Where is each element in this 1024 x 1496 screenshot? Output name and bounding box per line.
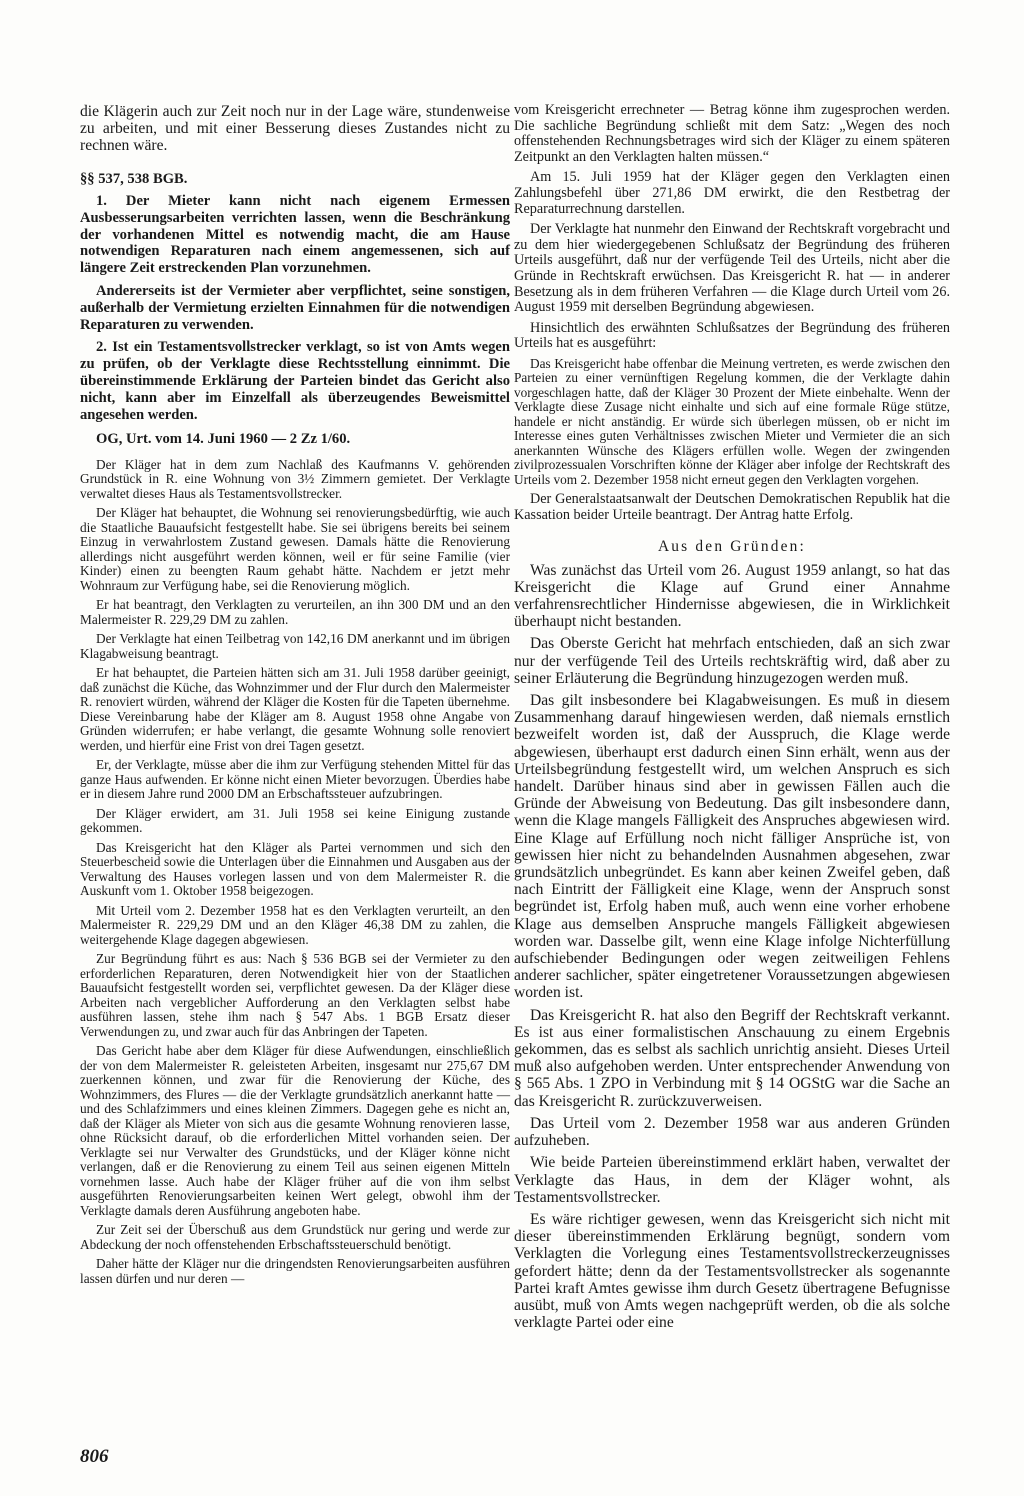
body-paragraph: Er hat beantragt, den Verklagten zu verurteilen, an ihn 300 DM und an den Malermeister R. 229,29 DM zu zahlen. [80, 597, 510, 627]
holding-1b: Andererseits ist der Vermieter aber verpflichtet, seine sonstigen, außerhalb der Vermietung erzielten Einnahmen für die notwendigen Reparaturen zu verwenden. [80, 283, 510, 333]
statute-heading: §§ 537, 538 BGB. [80, 170, 188, 187]
body-paragraph: Wie beide Parteien übereinstimmend erklärt haben, verwaltet der Verklagte das Haus, in dem der Kläger wohnt, als Testamentsvollstrecker. [514, 1154, 950, 1206]
body-paragraph: Das Urteil vom 2. Dezember 1958 war aus anderen Gründen aufzuheben. [514, 1114, 950, 1150]
body-paragraph: Es wäre richtiger gewesen, wenn das Kreisgericht sich nicht mit dieser übereinstimmenden Erklärung begnügt, sondern vom Verklagten die Vorlegung eines Testamentsvollstreckerzeugnisses gefordert hätte; denn da der Testamentsvollstrecker als sogenannte Partei kraft Amtes gewisse ihm durch Gesetz übertragene Befugnisse ausübt, muß von Amts wegen nachgeprüft werden, ob die als solche verklagte Partei oder eine [514, 1210, 950, 1332]
body-paragraph: Am 15. Juli 1959 hat der Kläger gegen den Verklagten einen Zahlungsbefehl über 271,86 DM erwirkt, die den Restbetrag der Reparaturrechnung darstellen. [514, 169, 950, 217]
body-paragraph: Zur Begründung führt es aus: Nach § 536 BGB sei der Vermieter zu den erforderlichen Reparaturen, deren Notwendigkeit hier von der Staatlichen Bauaufsicht festgestellt worden sei, verpflichtet gewesen. Da der Kläger diese Arbeiten nach vergeblicher Aufforderung an den Verklagten selbst habe ausführen lassen, stehe ihm nach § 547 Abs. 1 BGB Ersatz dieser Verwendungen zu, und zwar auch für das Anbringen der Tapeten. [80, 951, 510, 1039]
holding-2: 2. Ist ein Testamentsvollstrecker verklagt, so ist von Amts wegen zu prüfen, ob der Verklagte diese Rechtsstellung einnimmt. Die übereinstimmende Erklärung der Parteien bindet das Gericht also nicht, kann aber im Einzelfall als überzeugendes Beweismittel angesehen werden. [80, 339, 510, 423]
court-citation: OG, Urt. vom 14. Juni 1960 — 2 Zz 1/60. [96, 431, 351, 448]
body-paragraph: Der Kläger hat in dem zum Nachlaß des Kaufmanns V. gehörenden Grundstück in R. eine Wohnung von 3½ Zimmern gemietet. Der Verklagte verwaltet dieses Haus als Testamentsvollstrecker. [80, 456, 510, 501]
body-paragraph: Das Kreisgericht hat den Kläger als Partei vernommen und sich den Steuerbescheid sowie die Unterlagen über die Einnahmen und Ausgaben aus der Verwaltung des Hauses vorlegen lassen und von dem Malermeister R. die Auskunft vom 1. Oktober 1958 beigezogen. [80, 839, 510, 899]
left-column [80, 103, 510, 1291]
body-paragraph: Daher hätte der Kläger nur die dringendsten Renovierungsarbeiten ausführen lassen dürfen und nur deren — [80, 1256, 510, 1286]
page-number: 806 [80, 1446, 109, 1467]
section-heading: Aus den Gründen: [657, 537, 807, 555]
right-column [514, 103, 950, 1336]
body-paragraph: Der Kläger erwidert, am 31. Juli 1958 sei keine Einigung zustande gekommen. [80, 805, 510, 836]
body-paragraph: Er hat behauptet, die Parteien hätten sich am 31. Juli 1958 darüber geeinigt, daß zunächst die Küche, das Wohnzimmer und der Flur durch den Malermeister R. renoviert würden, während der Kläger die Kosten für die Tapeten übernehme. Diese Vereinbarung habe der Kläger am 8. August 1958 ohne Angabe von Gründen widerrufen; er habe verlangt, die gesamte Wohnung solle renoviert werden, und hierfür eine Frist von drei Tagen gesetzt. [80, 665, 510, 753]
body-paragraph: Der Verklagte hat einen Teilbetrag von 142,16 DM anerkannt und im übrigen Klagabweisung beantragt. [80, 631, 510, 661]
body-paragraph: Das Kreisgericht habe offenbar die Meinung vertreten, es werde zwischen den Parteien zu einer vernünftigen Regelung kommen, die der Verklagte dahin vorgeschlagen hatte, daß der Kläger 30 Prozent der Miete einbehalte. Wenn der Verklagte diese Zusage nicht einhalte und sich auf eine formale Rüge stütze, handele er nicht anständig. Er würde sich überlegen müssen, ob er nicht im Interesse eines guten Verhältnisses zwischen Mieter und Vermieter die an sich anerkannten Wünsche des Klägers erfüllen wolle. Wegen der zwingenden zivilprozessualen Vorschriften könne der Kläger aber infolge der Rechtskraft des Urteils vom 2. Dezember 1958 nicht erneut gegen den Verklagten vorgehen. [514, 355, 950, 487]
intro-paragraph: die Klägerin auch zur Zeit noch nur in der Lage wäre, stundenweise zu arbeiten, und mit einer Besserung dieses Zustandes nicht zu rechnen wäre. [80, 103, 510, 155]
body-paragraph: Er, der Verklagte, müsse aber die ihm zur Verfügung stehenden Mittel für das ganze Haus aufwenden. Er könne nicht einen Mieter bevorzugen. Überdies habe er in diesem Jahre rund 2000 DM an Erbschaftssteuer aufzubringen. [80, 757, 510, 802]
body-paragraph: Der Verklagte hat nunmehr den Einwand der Rechtskraft vorgebracht und zu dem hier wiedergegebenen Schlußsatz der Begründung des früheren Urteils ausgeführt, daß nur der verfügende Teil des Urteils, nicht aber die Gründe in Rechtskraft erwüchsen. Das Kreisgericht R. hat — in anderer Besetzung als in dem früheren Verfahren — die Klage durch Urteil vom 26. August 1959 mit derselben Begründung abgewiesen. [514, 221, 950, 316]
body-paragraph: Das Gericht habe aber dem Kläger für diese Aufwendungen, einschließlich der von dem Malermeister R. geleisteten Arbeiten, insgesamt nur 275,67 DM zuerkennen können, und zwar für die Renovierung der Küche, des Wohnzimmers, des Flures — die der Verklagte grundsätzlich anerkannt hatte — und des Schlafzimmers und eines kleinen Zimmers. Dagegen gehe es nicht an, daß der Kläger als Mieter von sich aus die gesamte Wohnung renovieren lasse, ohne Rücksicht darauf, ob die erforderlichen Mittel vorhanden seien. Der Verklagte sei nur Verwalter des Grundstücks, und der Kläger könne nicht verlangen, daß er die Renovierung zu einem Teil aus seinen eigenen Mitteln vornehmen lasse. Auch habe der Kläger früher auf die von ihm selbst ausgeführten Renovierungsarbeiten keinen Wert gelegt, obwohl ihm der Verklagte damals deren Ausführung angeboten habe. [80, 1043, 510, 1218]
body-paragraph: Das Oberste Gericht hat mehrfach entschieden, daß an sich zwar nur der verfügende Teil des Urteils rechtskräftig wird, daß aber zu seiner Erläuterung die Begründung hinzugezogen werden muß. [514, 635, 950, 687]
body-paragraph: Das gilt insbesondere bei Klagabweisungen. Es muß in diesem Zusammenhang darauf hingewiesen werden, daß niemals ernstlich bezweifelt worden ist, daß der Ausspruch, die Klage werde abgewiesen, überhaupt erst dadurch einen Sinn erhält, wenn aus der Urteilsbegründung festgestellt wird, um welchen Anspruch es sich handelt. Darüber hinaus sind aber in gewissen Fällen auch die Gründe der Abweisung von Bedeutung. Das gilt insbesondere dann, wenn die Klage mangels Fälligkeit des Anspruches abgewiesen wird. Eine Klage auf Erfüllung noch nicht fälliger Ansprüche ist, von gewissen hier nicht zu behandelnden Ausnahmen abgesehen, zwar grundsätzlich unbegründet. Es kann aber keinen Zweifel geben, daß nach Eintritt der Fälligkeit eine Klage, wenn der Anspruch sonst begründet ist, Erfolg haben muß, auch wenn eine vorher erhobene Klage aus demselben Anspruche mangels Fälligkeit abgewiesen worden war. Dasselbe gilt, wenn eine Klage infolge Nichterfüllung aufschiebender Bedingungen oder wegen zeitweiligen Fehlens anderer sachlicher, später eingetretener Voraussetzungen abgewiesen worden ist. [514, 692, 950, 1002]
body-paragraph: vom Kreisgericht errechneter — Betrag könne ihm zugesprochen werden. Die sachliche Begründung schließt mit dem Satz: „Wegen des noch offenstehenden Rechnungsbetrages wird sich der Kläger zu einem späteren Zeitpunkt an den Verklagten halten müssen.“ [514, 102, 950, 165]
body-paragraph: Zur Zeit sei der Überschuß aus dem Grundstück nur gering und werde zur Abdeckung der noch offenstehenden Erbschaftssteuerschuld benötigt. [80, 1222, 510, 1252]
body-paragraph: Das Kreisgericht R. hat also den Begriff der Rechtskraft verkannt. Es ist aus einer formalistischen Anschauung zu einem Ergebnis gekommen, das es selbst als sachlich unrichtig ansieht. Dieses Urteil muß also aufgehoben werden. Unter entsprechender Anwendung von § 565 Abs. 1 ZPO in Verbindung mit § 14 OGStG war die Sache an das Kreisgericht R. zurückzuverweisen. [514, 1006, 950, 1110]
body-paragraph: Was zunächst das Urteil vom 26. August 1959 anlangt, so hat das Kreisgericht die Klage auf Grund einer Annahme verfahrensrechtlicher Hindernisse abgewiesen, die in Wirklichkeit überhaupt nicht bestanden. [514, 561, 950, 631]
body-paragraph: Der Kläger hat behauptet, die Wohnung sei renovierungsbedürftig, wie auch die Staatliche Bauaufsicht festgestellt habe. Sie sei übrigens bereits bei seinem Einzug in verwahrlostem Zustand gewesen. Damals hätte die Renovierung allerdings nicht ausgeführt werden können, weil er für seine Familie (vier Kinder) einen zu beengten Raum gehabt hätte. Nachdem er jetzt mehr Wohnraum zur Verfügung habe, sei die Renovierung möglich. [80, 505, 510, 593]
body-paragraph: Mit Urteil vom 2. Dezember 1958 hat es den Verklagten verurteilt, an den Malermeister R. 229,29 DM und an den Kläger 46,38 DM zu zahlen, die weitergehende Klage dagegen abgewiesen. [80, 902, 510, 947]
body-paragraph: Der Generalstaatsanwalt der Deutschen Demokratischen Republik hat die Kassation beider Urteile beantragt. Der Antrag hatte Erfolg. [514, 491, 950, 523]
body-paragraph: Hinsichtlich des erwähnten Schlußsatzes der Begründung des früheren Urteils hat es ausgeführt: [514, 319, 950, 352]
holding-1: 1. Der Mieter kann nicht nach eigenem Ermessen Ausbesserungsarbeiten verrichten lassen, wenn die Beschränkung der vorhandenen Mittel es notwendig macht, die am Hause notwendigen Reparaturen nach einem angemessenen, sich auf längere Zeit erstreckenden Plan vorzunehmen. [80, 193, 510, 277]
